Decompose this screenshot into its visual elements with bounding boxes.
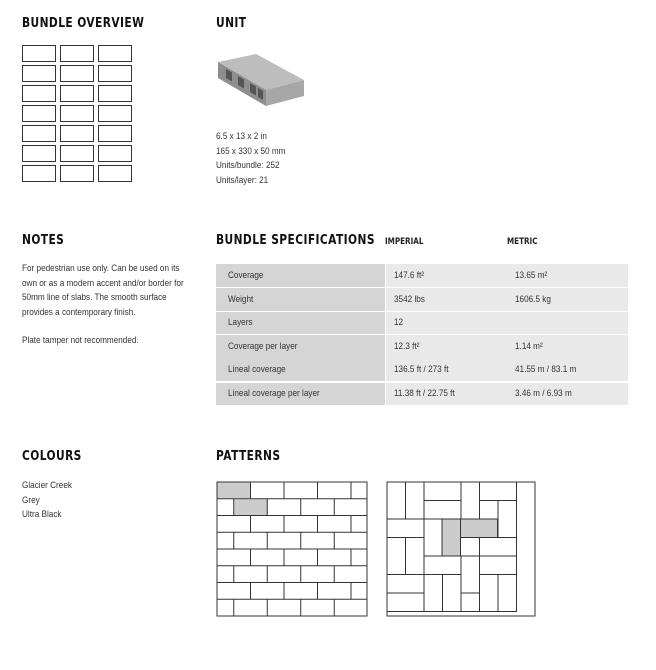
notes-paragraph: Plate tamper not recommended.: [22, 335, 139, 346]
bundle-unit-cell: [60, 145, 94, 162]
spec-label-cell: [216, 335, 385, 358]
bundle-unit-cell: [60, 105, 94, 122]
bundle-unit-cell: [22, 125, 56, 142]
bundle-overview-heading: BUNDLE OVERVIEW: [22, 16, 145, 31]
spec-row: [216, 358, 628, 381]
spec-metric-value-cell: [507, 288, 628, 311]
spec-imperial-value: 3542 lbs: [394, 293, 425, 305]
bundle-unit-cell: [98, 85, 132, 102]
spec-label-cell: [216, 264, 385, 287]
paver-brick: [480, 538, 517, 557]
metric-column-heading: METRIC: [507, 237, 538, 247]
paver-brick: [406, 482, 425, 519]
paver-brick: [424, 482, 461, 501]
unit-line: 165 x 330 x 50 mm: [216, 145, 286, 157]
paver-brick: [480, 482, 517, 501]
paver-brick: [424, 556, 461, 575]
paver-brick: [424, 519, 443, 556]
spec-row: [216, 382, 628, 405]
spec-label: Coverage per layer: [228, 340, 298, 352]
paver-brick: [406, 538, 425, 575]
notes-heading: NOTES: [22, 233, 65, 248]
bundle-unit-cell: [98, 125, 132, 142]
spec-label: Lineal coverage per layer: [228, 387, 320, 399]
spec-metric-value-cell: [507, 311, 628, 334]
spec-metric-value-cell: [507, 335, 628, 358]
bundle-unit-cell: [22, 145, 56, 162]
paver-brick: [461, 556, 480, 593]
spec-imperial-value-cell: [386, 264, 507, 287]
bundle-unit-cell: [98, 65, 132, 82]
spec-label: Coverage: [228, 270, 264, 281]
running-bond-pattern: [216, 481, 368, 617]
spec-metric-value: 1.14 m²: [515, 340, 543, 352]
unit-line: Units/layer: 21: [216, 174, 269, 186]
paver-brick: [480, 556, 517, 575]
imperial-column-heading: IMPERIAL: [385, 237, 424, 247]
notes-paragraph: For pedestrian use only. Can be used on its own or as a modern accent and/or border for 50mm line of slabs. The smooth surface provides a contemporary finish.: [22, 263, 184, 318]
notes-text: [22, 262, 189, 349]
paver-brick: [480, 575, 499, 612]
highlighted-brick: [218, 483, 252, 499]
bundle-unit-cell: [98, 105, 132, 122]
spec-imperial-value: 12: [394, 317, 404, 328]
paver-brick: [461, 482, 480, 519]
spec-imperial-value-cell: [386, 311, 507, 334]
paver-brick: [387, 482, 406, 519]
paver-brick: [442, 519, 461, 556]
highlighted-brick: [234, 499, 268, 515]
paver-brick: [424, 501, 461, 520]
bundle-unit-cell: [98, 165, 132, 182]
paver-unit-image: [216, 54, 306, 112]
spec-imperial-value-cell: [386, 358, 507, 381]
paver-brick: [387, 593, 424, 612]
bundle-unit-cell: [98, 45, 132, 62]
spec-imperial-value: 11.38 ft / 22.75 ft: [394, 387, 455, 399]
bundle-unit-cell: [98, 145, 132, 162]
spec-row: [216, 264, 628, 287]
bundle-unit-cell: [22, 165, 56, 182]
spec-imperial-value: 136.5 ft / 273 ft: [394, 364, 449, 375]
unit-dimensions: [216, 130, 285, 188]
bundle-unit-cell: [60, 165, 94, 182]
colours-heading: COLOURS: [22, 449, 82, 464]
spec-imperial-value-cell: [386, 382, 507, 405]
spec-metric-value: 3.46 m / 6.93 m: [515, 387, 572, 399]
paver-brick: [387, 575, 424, 594]
paver-brick: [498, 575, 517, 612]
spec-imperial-value: 147.6 ft²: [394, 270, 424, 281]
spec-metric-value-cell: [507, 358, 628, 381]
spec-imperial-value: 12.3 ft²: [394, 340, 420, 352]
colour-item: Glacier Creek: [22, 480, 72, 491]
bundle-unit-cell: [60, 125, 94, 142]
bundle-unit-cell: [60, 85, 94, 102]
bundle-specifications-heading: BUNDLE SPECIFICATIONS: [216, 233, 375, 248]
paver-brick: [443, 575, 462, 612]
paver-brick: [387, 538, 406, 575]
spec-metric-value-cell: [507, 264, 628, 287]
spec-imperial-value-cell: [386, 335, 507, 358]
spec-metric-value: 1606.5 kg: [515, 293, 551, 305]
unit-line: 6.5 x 13 x 2 in: [216, 131, 267, 142]
patterns-heading: PATTERNS: [216, 449, 281, 464]
paver-brick: [461, 593, 480, 612]
colour-item: Ultra Black: [22, 509, 62, 520]
paver-brick: [498, 501, 517, 538]
colour-item: Grey: [22, 494, 40, 506]
herringbone-pattern: [386, 481, 536, 617]
spec-label-cell: [216, 382, 385, 405]
bundle-unit-cell: [22, 105, 56, 122]
spec-group-separator: [216, 311, 628, 312]
unit-line: Units/bundle: 252: [216, 160, 280, 171]
bundle-unit-cell: [22, 45, 56, 62]
spec-label: Lineal coverage: [228, 364, 286, 375]
spec-label-cell: [216, 311, 385, 334]
unit-heading: UNIT: [216, 16, 247, 31]
colours-list: [22, 479, 72, 523]
spec-imperial-value-cell: [386, 288, 507, 311]
paver-brick: [424, 575, 443, 612]
bundle-unit-cell: [60, 65, 94, 82]
paver-brick: [387, 519, 424, 538]
spec-row: [216, 288, 628, 311]
spec-group-separator: [216, 382, 628, 383]
spec-row: [216, 311, 628, 334]
spec-row: [216, 335, 628, 358]
spec-metric-value: 13.65 m²: [515, 270, 548, 281]
spec-label: Layers: [228, 317, 253, 328]
spec-label: Weight: [228, 293, 254, 305]
bundle-unit-cell: [22, 85, 56, 102]
spec-metric-value-cell: [507, 382, 628, 405]
spec-metric-value: 41.55 m / 83.1 m: [515, 364, 577, 375]
spec-label-cell: [216, 288, 385, 311]
spec-label-cell: [216, 358, 385, 381]
paver-brick: [461, 519, 498, 538]
bundle-unit-cell: [22, 65, 56, 82]
bundle-unit-cell: [60, 45, 94, 62]
